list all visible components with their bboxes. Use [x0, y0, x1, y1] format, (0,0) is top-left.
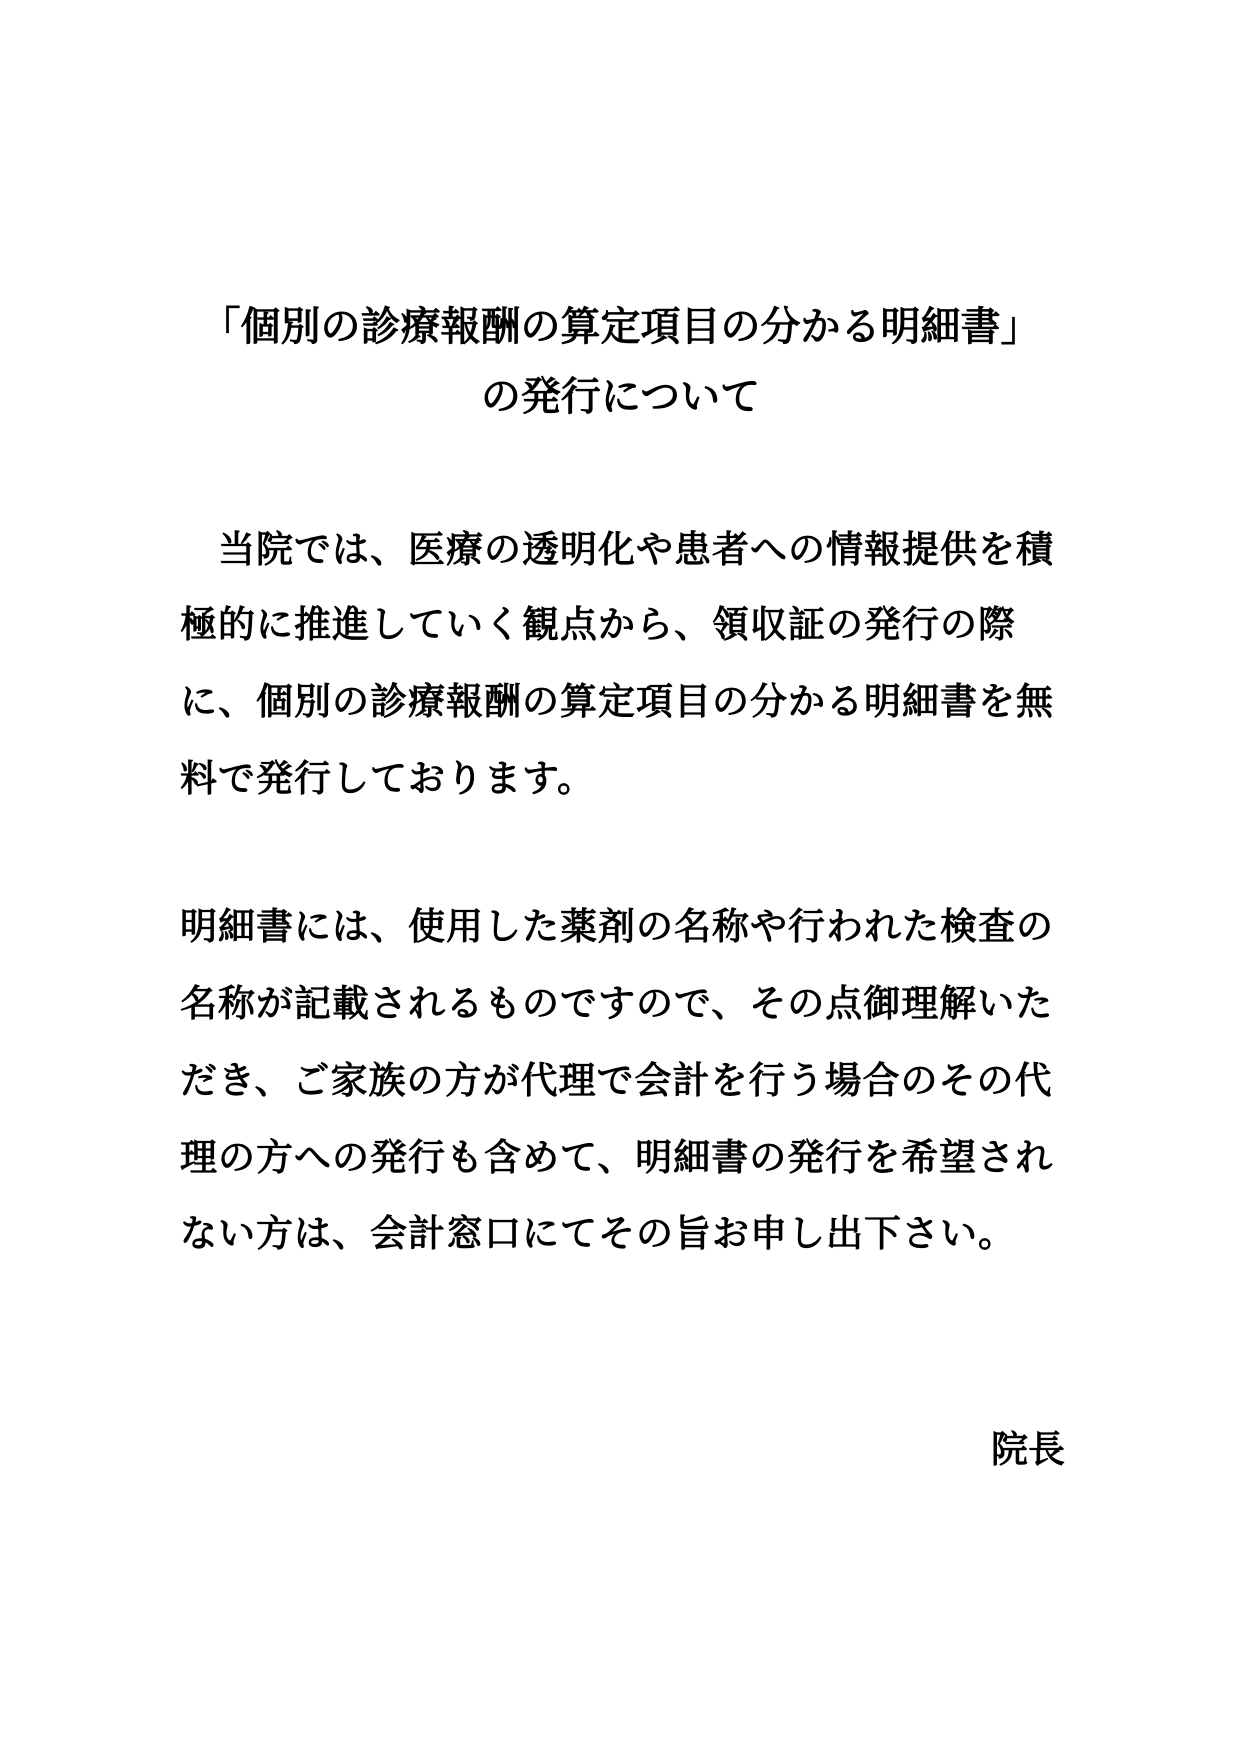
signature: 院長 — [991, 1428, 1065, 1471]
paragraph-2-line-2: 名称が記載されるものですので、その点御理解いた — [180, 982, 1054, 1025]
paragraph-1-line-1: 当院では、医療の透明化や患者への情報提供を積 — [180, 528, 1054, 571]
paragraph-1-line-3: に、個別の診療報酬の算定項目の分かる明細書を無 — [180, 680, 1054, 723]
paragraph-2-line-5: ない方は、会計窓口にてその旨お申し出下さい。 — [180, 1212, 1016, 1255]
document-title-line-1: 「個別の診療報酬の算定項目の分かる明細書」 — [200, 304, 1041, 350]
paragraph-2-line-3: だき、ご家族の方が代理で会計を行う場合のその代 — [180, 1059, 1053, 1102]
paragraph-2-line-1: 明細書には、使用した薬剤の名称や行われた検査の — [180, 905, 1054, 948]
paragraph-1-line-2: 極的に推進していく観点から、領収証の発行の際 — [180, 603, 1016, 646]
paragraph-1-line-4: 料で発行しております。 — [180, 757, 596, 800]
document-title-line-2: の発行について — [480, 374, 761, 420]
paragraph-2-line-4: 理の方への発行も含めて、明細書の発行を希望され — [180, 1136, 1054, 1179]
